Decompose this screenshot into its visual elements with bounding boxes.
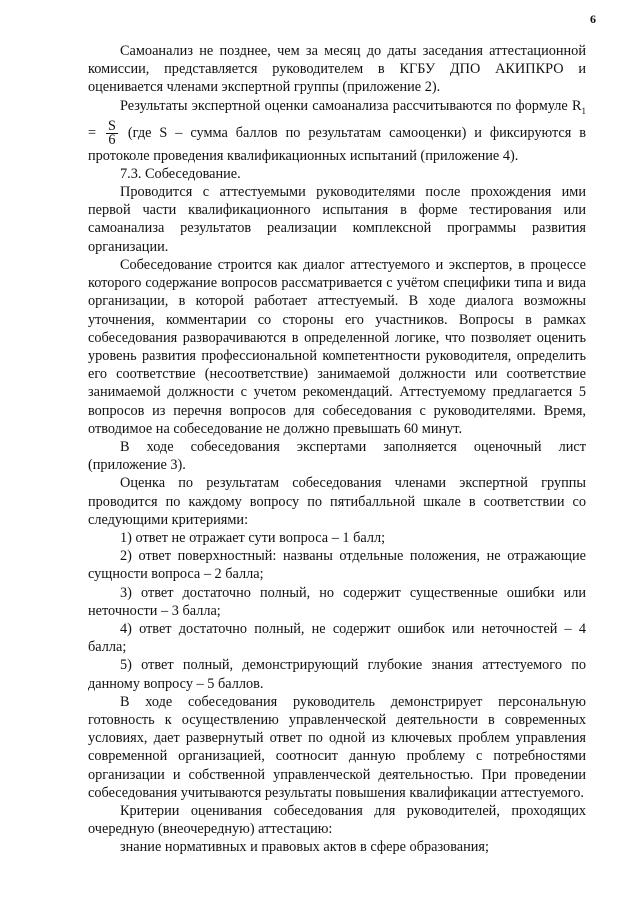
formula-fraction (106, 117, 118, 148)
formula-equals: = (88, 124, 105, 141)
paragraph-interview-dialog: Собеседование строится как диалог аттестуемого и экспертов, в процессе которого содержание вопросов рассматривается с учётом специфики типа и вида организации, в которой работает аттестуемый. В ходе диалога возможны уточнения, комментарии со стороны его участников. Вопросы в рамках собеседования разворачиваются в определенной логике, что позволяет оценить уровень развития профессиональной компетентности руководителя, определить его соответствие (несоответствие) занимаемой должности или соответствие занимаемой должности с учетом рекомендаций. Аттестуемому предлагается 5 вопросов из перечня вопросов для собеседования с руководителями. Время, отводимое на собеседование не должно превышать 60 минут. (88, 256, 586, 437)
body-text (88, 42, 586, 857)
fraction-denominator: 6 (108, 131, 116, 148)
paragraph-scoring: Оценка по результатам собеседования членами экспертной группы проводится по каждому вопросу по пятибалльной шкале в соответствии со следующими критериями: (88, 475, 586, 528)
paragraph-self-analysis: Самоанализ не позднее, чем за месяц до даты заседания аттестационной комиссии, представляется руководителем в КГБУ ДПО АКИПКРО и оценивается членами экспертной группы (приложение 2). (88, 43, 586, 96)
paragraph-criterion-knowledge: знание нормативных и правовых актов в сфере образования; (120, 839, 489, 856)
formula-subscript: 1 (581, 105, 586, 116)
criterion-2: 2) ответ поверхностный: названы отдельные положения, не отражающие сущности вопроса – 2 балла; (88, 548, 586, 583)
section-heading-interview: 7.3. Собеседование. (120, 165, 241, 182)
criterion-4: 4) ответ достаточно полный, не содержит ошибок или неточностей – 4 балла; (88, 620, 586, 656)
fraction-numerator: S (108, 117, 116, 134)
paragraph-readiness: В ходе собеседования руководитель демонстрирует персональную готовность к осуществлению управленческой деятельности в современных условиях, дает развернутый ответ по одной из ключевых проблем управления современной организацией, соотносит данную проблему с потребностями организации и собственной управленческой деятельностью. При проведении собеседования учитываются результаты повышения квалификации аттестуемого. (88, 693, 586, 801)
formula-text-after: (где S – сумма баллов по результатам самооценки) и фиксируются в протоколе проведения квалификационных испытаний (приложение 4). (88, 124, 587, 164)
criterion-3: 3) ответ достаточно полный, но содержит существенные ошибки или неточности – 3 балла; (88, 584, 586, 619)
page-number: 6 (590, 12, 596, 26)
paragraph-criteria-intro: Критерии оценивания собеседования для руководителей, проходящих очередную (внеочередную) аттестацию: (88, 802, 586, 838)
paragraph-interview-conduct: Проводится с аттестуемыми руководителями после прохождения ими первой части квалификационного испытания в форме тестирования или самоанализа результатов реализации комплексной программы развития организации. (88, 184, 586, 255)
formula-text-before: Результаты экспертной оценки самоанализа рассчитываются по формуле R (120, 97, 582, 114)
paragraph-formula (88, 97, 586, 165)
paragraph-evaluation-sheet: В ходе собеседования экспертами заполняется оценочный лист (приложение 3). (88, 438, 586, 474)
criterion-1: 1) ответ не отражает сути вопроса – 1 балл; (120, 529, 386, 546)
criterion-5: 5) ответ полный, демонстрирующий глубокие знания аттестуемого по данному вопросу – 5 баллов. (88, 657, 586, 692)
